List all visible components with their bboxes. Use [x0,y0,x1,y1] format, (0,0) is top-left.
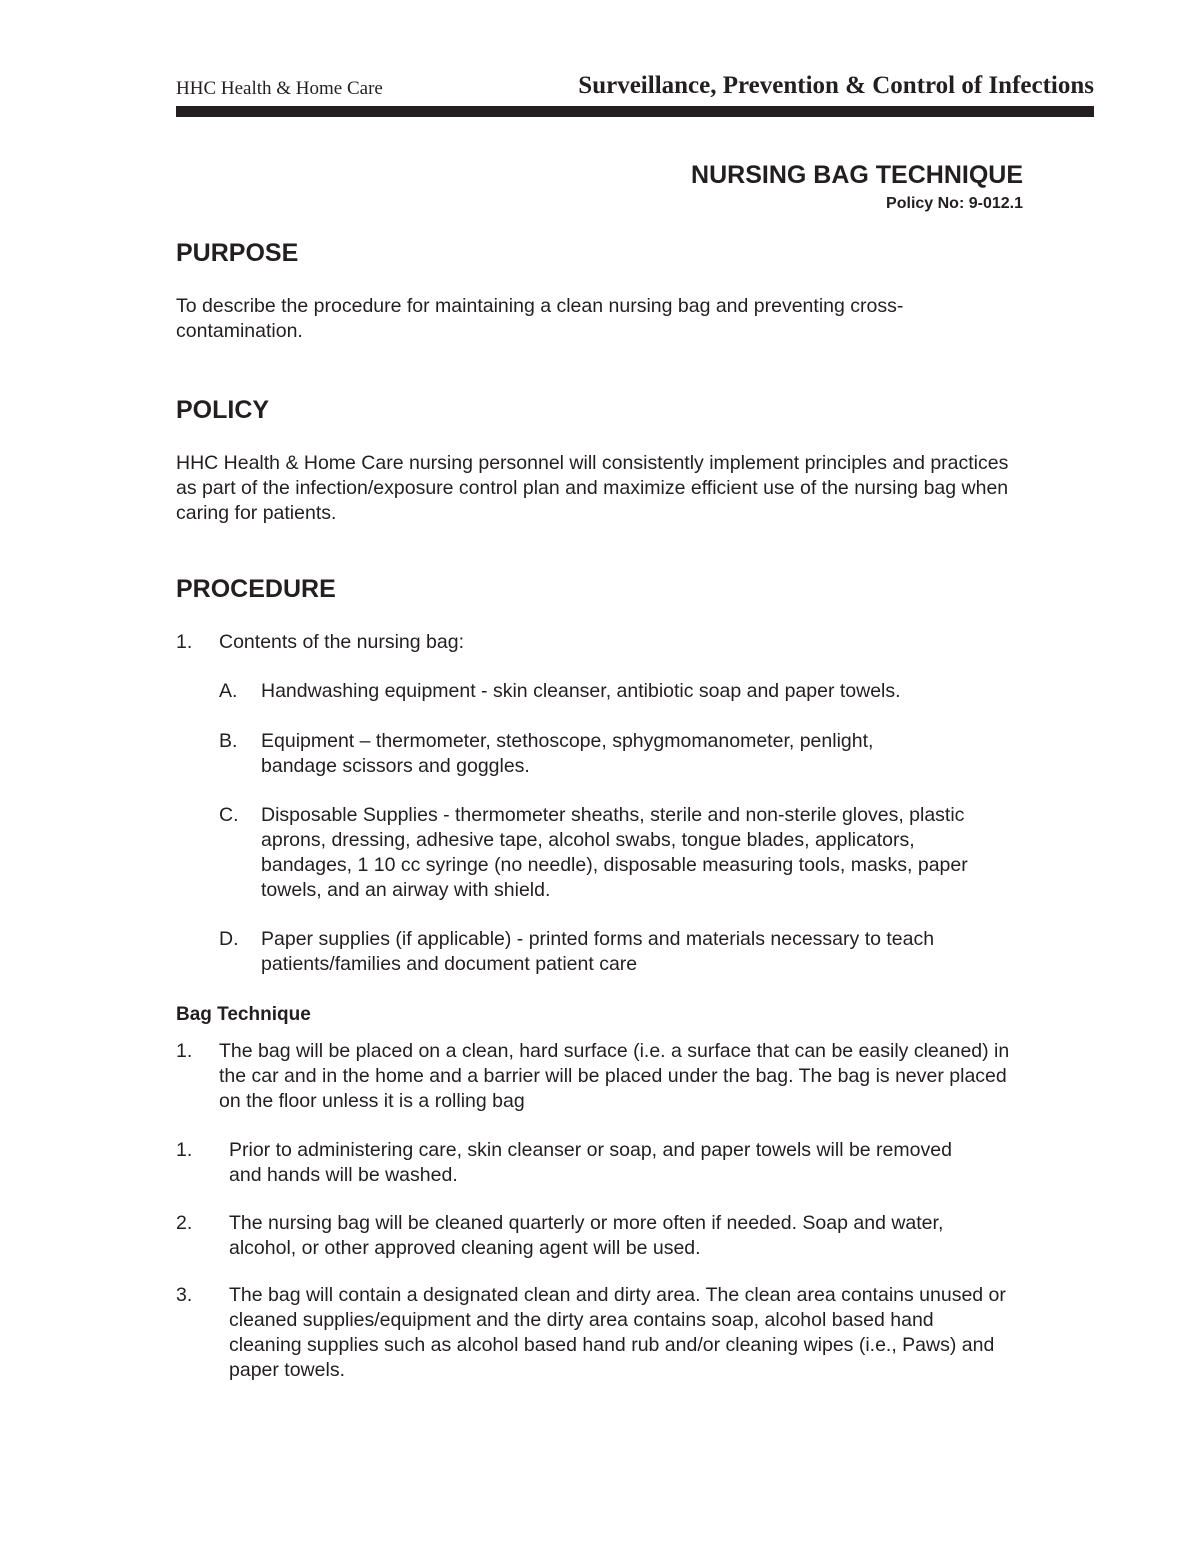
contents-item-letter: A. [219,680,238,702]
bag-technique-item-number: 1. [176,1139,193,1161]
contents-item-letter: C. [219,804,239,826]
contents-item-letter: B. [219,730,238,752]
bag-technique-item-number: 1. [176,1040,193,1062]
header-manual-title: Surveillance, Prevention & Control of Infections [578,72,1094,99]
bag-technique-item-number: 2. [176,1212,193,1234]
policy-number: Policy No: 9-012.1 [886,195,1023,212]
contents-item-text: Paper supplies (if applicable) - printed forms and materials necessary to teach patients/families and document patient care [261,928,935,975]
document-title: NURSING BAG TECHNIQUE [691,161,1023,189]
purpose-text [176,294,1036,344]
bag-technique-item-text: Prior to administering care, skin cleanser or soap, and paper towels will be removed and hands will be washed. [229,1139,952,1186]
purpose-heading: PURPOSE [176,239,299,267]
page-header [176,72,1094,106]
contents-item-letter: D. [219,928,239,950]
contents-item-text: Equipment – thermometer, stethoscope, sphygmomanometer, penlight, bandage scissors and goggles. [261,730,874,777]
bag-technique-item-text: The nursing bag will be cleaned quarterly or more often if needed. Soap and water, alcohol, or other approved cleaning agent will be used. [229,1212,944,1259]
contents-item-text: Disposable Supplies - thermometer sheaths, sterile and non-sterile gloves, plastic aprons, dressing, adhesive tape, alcohol swabs, tongue blades, applicators, bandages, 1 10 cc syringe (no needle), disposable measuring tools, masks, paper towels, and an airway with shield. [261,804,968,901]
procedure-item-text: Contents of the nursing bag: [219,631,464,653]
bag-technique-heading: Bag Technique [176,1004,311,1025]
bag-technique-item-number: 3. [176,1284,193,1306]
bag-technique-item-text: The bag will be placed on a clean, hard surface (i.e. a surface that can be easily cleaned) in the car and in the home and a barrier will be placed under the bag. The bag is never placed on the floor unless it is a rolling bag [219,1040,1010,1112]
title-block [691,158,1023,216]
header-rule [176,106,1094,117]
bag-technique-item-text: The bag will contain a designated clean and dirty area. The clean area contains unused or cleaned supplies/equipment and the dirty area contains soap, alcohol based hand cleaning supplies such as alcohol based hand rub and/or cleaning wipes (i.e., Paws) and paper towels. [229,1284,1006,1381]
procedure-item-number: 1. [176,631,193,653]
procedure-heading: PROCEDURE [176,575,336,603]
policy-heading: POLICY [176,396,270,424]
purpose-text-line2: contamination. [176,320,303,342]
policy-text: HHC Health & Home Care nursing personnel will consistently implement principles and practices as part of the infection/exposure control plan and maximize efficient use of the nursing bag when caring for patients. [176,452,1009,524]
purpose-text-line1: To describe the procedure for maintaining a clean nursing bag and preventing cross- [176,295,904,317]
header-organization: HHC Health & Home Care [176,78,383,99]
contents-item-text: Handwashing equipment - skin cleanser, antibiotic soap and paper towels. [261,680,901,702]
